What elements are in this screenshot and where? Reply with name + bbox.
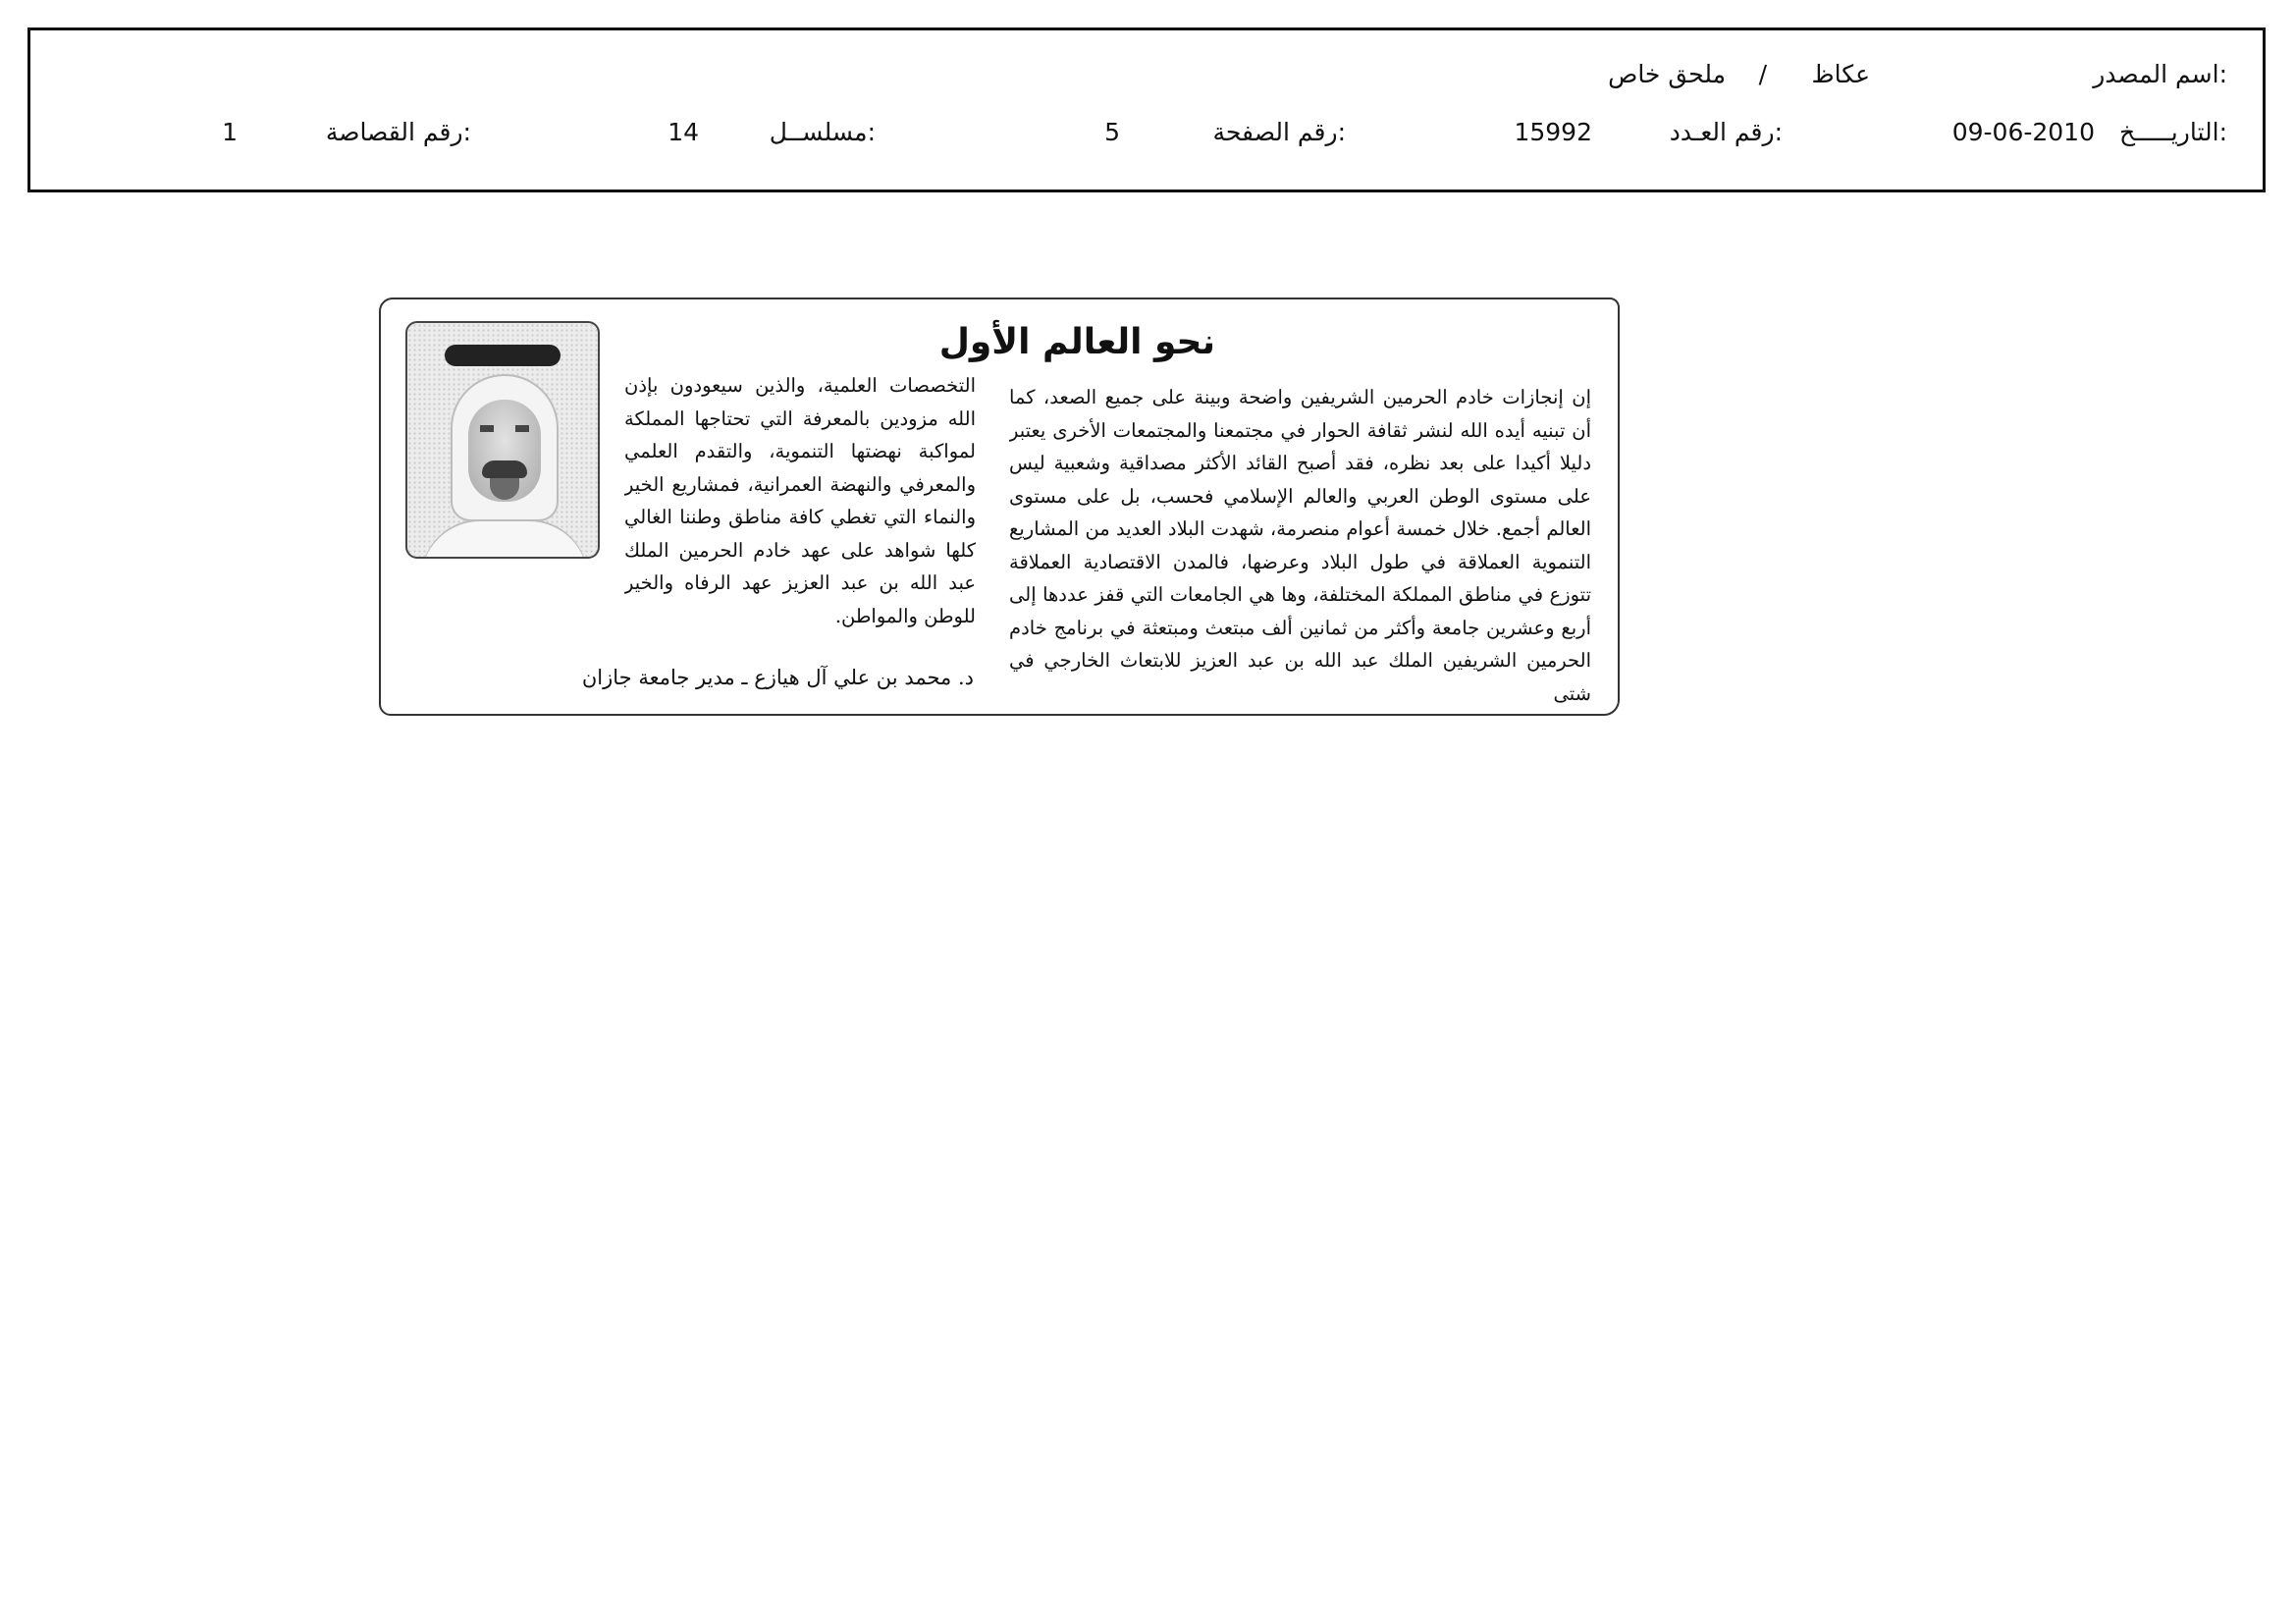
page-label: رقم الصفحة:: [1212, 118, 1346, 146]
page-value: 5: [1104, 118, 1120, 146]
issue-label: رقم العـدد:: [1669, 118, 1783, 146]
serial-label: مسلســل:: [769, 118, 876, 146]
issue-value: 15992: [1514, 118, 1592, 146]
source-separator: /: [1758, 60, 1767, 88]
photo-shoulders: [421, 519, 588, 559]
article-text-right: إن إنجازات خادم الحرمين الشريفين واضحة وبينة على جميع الصعد، كما أن تبنيه أيده الله لنشر ثقافة الحوار في مجتمعنا والمجتمعات الأخرى يعتبر دليلا أكيدا على بعد نظره، فقد أصبح القائد الأكثر مصداقية وشعبية ليس على مستوى الوطن العربي والعالم الإسلامي فحسب، بل على مستوى العالم أجمع. خلال خمسة أعوام منصرمة، شهدت البلاد العديد من المشاريع التنموية العملاقة في طول البلاد وعرضها، فالمدن الاقتصادية العملاقة تتوزع في مناطق المملكة المختلفة، وها هي الجامعات التي قفز عددها إلى أربع وعشرين جامعة وأكثر من ثمانين ألف مبتعث ومبتعثة في برنامج خادم الحرمين الشريفين الملك عبد الله بن عبد العزيز للابتعاث الخارجي في شتى: [1009, 386, 1591, 705]
author-byline: د. محمد بن علي آل هيازع ـ مدير جامعة جازان: [581, 666, 974, 689]
clip-number-label: رقم القصاصة:: [325, 118, 471, 146]
photo-eyes: [480, 425, 529, 432]
article-column-right: [1009, 381, 1591, 710]
article-text-left: التخصصات العلمية، والذين سيعودون بإذن الله مزودين بالمعرفة التي تحتاجها المملكة لمواكبة نهضتها التنموية، والتقدم العلمي والمعرفي والنهضة العمرانية، فمشاريع الخير والنماء التي تغطي كافة مناطق وطننا الغالي كلها شواهد على عهد خادم الحرمين الملك عبد الله بن عبد العزيز عهد الرفاه والخير للوطن والمواطن.: [624, 374, 976, 627]
source-section: ملحق خاص: [1608, 60, 1726, 88]
photo-nameplate: [445, 345, 561, 366]
clipping-info-header: [27, 27, 2266, 192]
date-label: التاريـــــخ:: [2119, 118, 2227, 146]
source-label: اسم المصدر:: [2093, 60, 2227, 88]
clip-number-value: 1: [222, 118, 238, 146]
newspaper-clipping: [379, 298, 1620, 716]
article-column-left: [624, 369, 976, 664]
serial-value: 14: [667, 118, 699, 146]
source-value: عكاظ: [1811, 60, 1870, 88]
photo-moustache: [482, 460, 527, 478]
author-photo: [405, 321, 600, 559]
date-value: 09-06-2010: [1951, 118, 2095, 146]
article-title: نحو العالم الأول: [938, 322, 1215, 362]
